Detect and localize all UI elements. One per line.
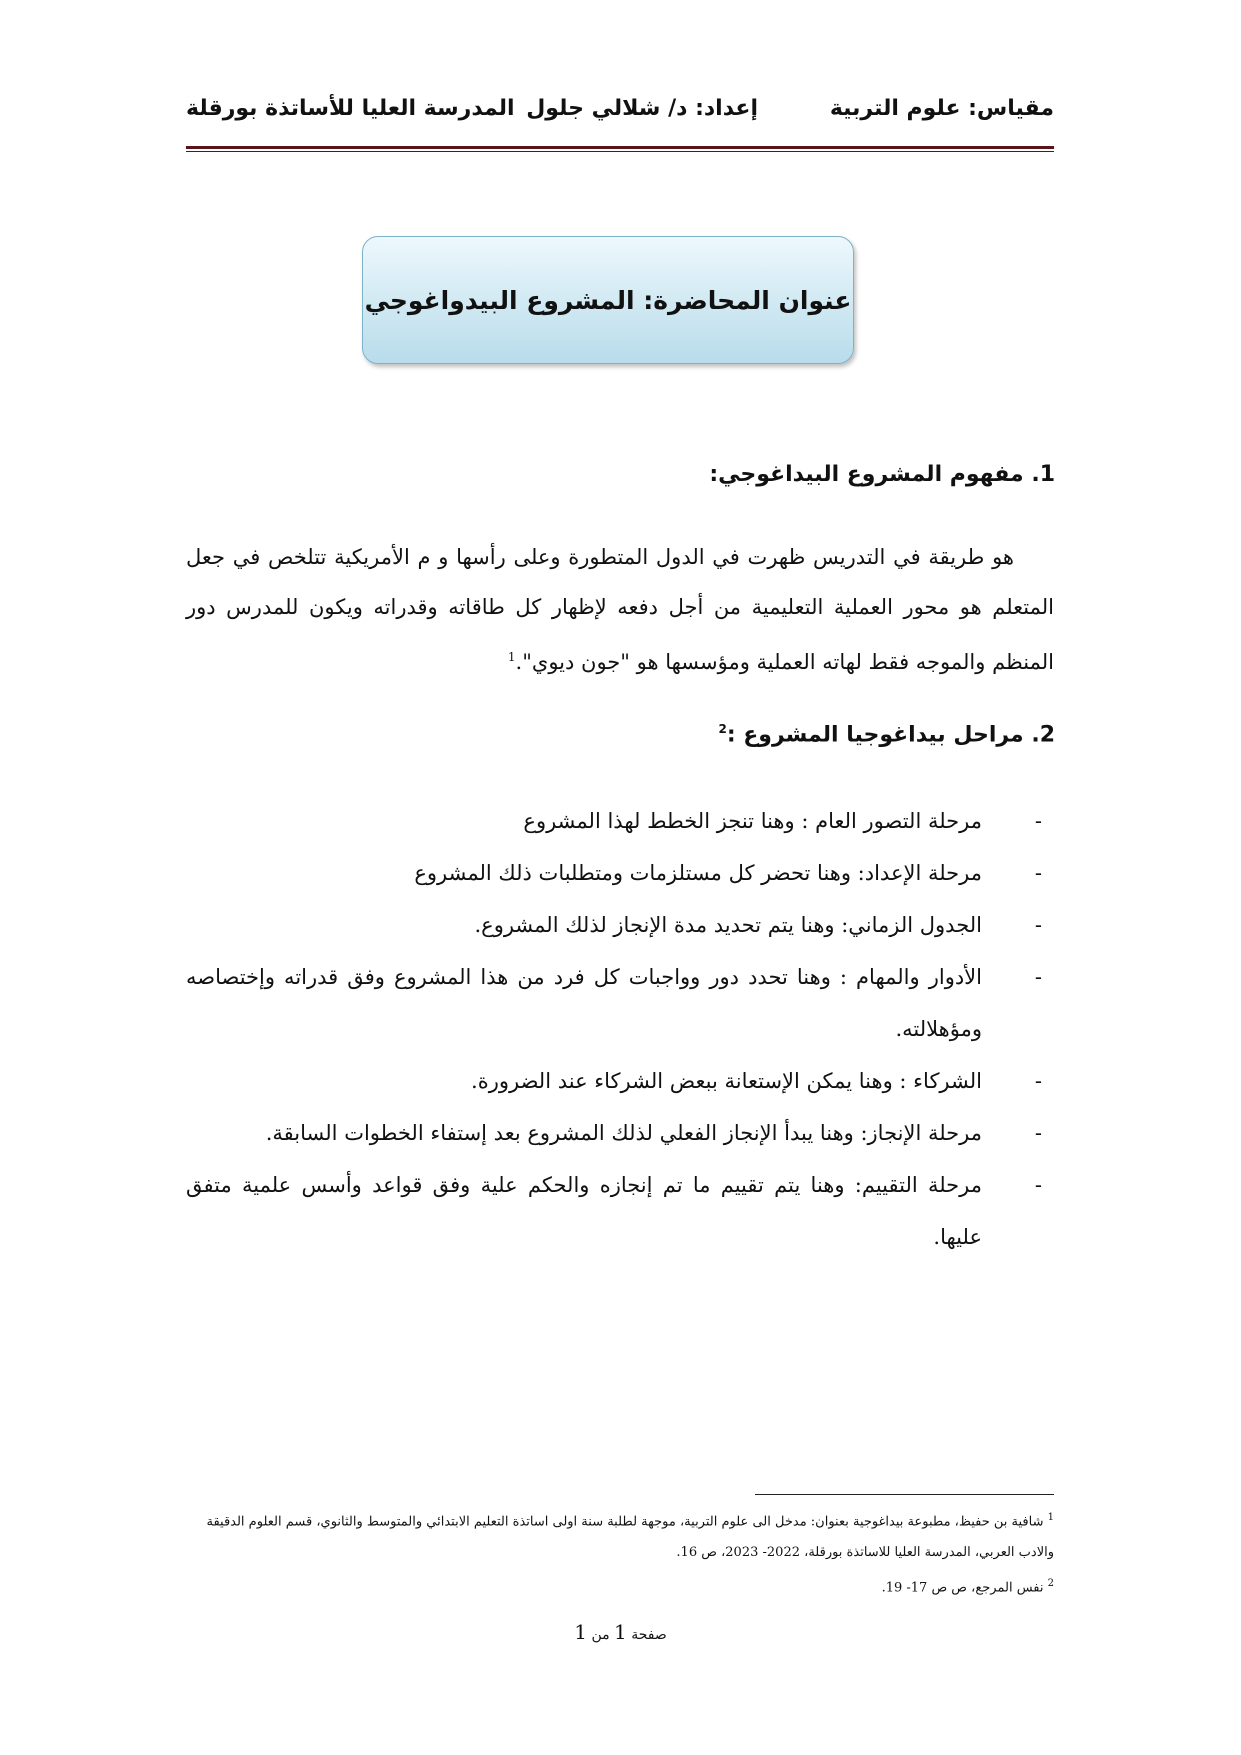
- list-item: - مرحلة الإنجاز: وهنا يبدأ الإنجاز الفعلي لذلك المشروع بعد إستفاء الخطوات السابقة.: [265, 1121, 1042, 1145]
- header-course: مقياس: علوم التربية: [829, 96, 1054, 121]
- footnote-ref-1: 1: [507, 650, 516, 664]
- footnote-text: شافية بن حفيظ، مطبوعة بيداغوجية بعنوان: مدخل الى علوم التربية، موجهة لطلبة سنة اولى اساتذة التعليم الابتدائي والمتوسط والثانوي، قسم العلوم الدقيقة والادب العربي، المدرسة العليا للاساتذة بورقلة، 2022- 2023، ص 16.: [206, 1514, 1054, 1561]
- list-item: - مرحلة التصور العام : وهنا تنجز الخطط لهذا المشروع: [523, 809, 1042, 833]
- lecture-title: عنوان المحاضرة: المشروع البيدواغوجي: [364, 285, 852, 315]
- header-rule-thick: [186, 146, 1054, 149]
- footnote-2: [186, 1568, 1054, 1603]
- header-rule-thin: [186, 151, 1054, 152]
- footnote-ref-2: 2: [718, 722, 727, 736]
- section-heading-2: [718, 722, 1055, 747]
- page-number-prefix: صفحة: [631, 1627, 667, 1643]
- list-item: - الجدول الزماني: وهنا يتم تحديد مدة الإنجاز لذلك المشروع.: [474, 913, 1042, 937]
- list-item-text: مرحلة الإنجاز: وهنا يبدأ الإنجاز الفعلي لذلك المشروع بعد إستفاء الخطوات السابقة.: [265, 1121, 982, 1145]
- list-item: - الأدوار والمهام : وهنا تحدد دور وواجبات كل فرد من هذا المشروع وفق قدراته وإختصاصه ومؤهلالته.: [186, 965, 1042, 1041]
- section-paragraph-1: [186, 532, 1054, 687]
- footnote-1: [186, 1502, 1054, 1568]
- list-item-text: الجدول الزماني: وهنا يتم تحديد مدة الإنجاز لذلك المشروع.: [474, 913, 982, 937]
- list-item-text: الشركاء : وهنا يمكن الإستعانة ببعض الشركاء عند الضرورة.: [471, 1069, 982, 1093]
- paragraph-text: هو طريقة في التدريس ظهرت في الدول المتطورة وعلى رأسها و م الأمريكية تتلخص في جعل المتعلم هو محور العملية التعليمية من أجل دفعه لإظهار كل طاقاته وقدراته ويكون للمدرس دور المنظم والموجه فقط لهاته العملية ومؤسسها هو "جون ديوي".: [186, 545, 1054, 674]
- page-header: [186, 90, 1054, 130]
- list-item: - مرحلة التقييم: وهنا يتم تقييم ما تم إنجازه والحكم علية وفق قواعد وأسس علمية متفق عليها.: [186, 1173, 1042, 1249]
- list-item-text: مرحلة الإعداد: وهنا تحضر كل مستلزمات ومتطلبات ذلك المشروع: [414, 861, 982, 885]
- footnote-number: 2: [1047, 1578, 1054, 1590]
- section-heading-2-text: 2. مراحل بيداغوجيا المشروع :: [726, 722, 1055, 748]
- page-number-total: 1: [574, 1620, 587, 1644]
- list-item-text: مرحلة التقييم: وهنا يتم تقييم ما تم إنجازه والحكم علية وفق قواعد وأسس علمية متفق عليها.: [186, 1173, 982, 1249]
- list-item-text: الأدوار والمهام : وهنا تحدد دور وواجبات كل فرد من هذا المشروع وفق قدراته وإختصاصه ومؤهلالته.: [186, 965, 982, 1041]
- list-item-text: مرحلة التصور العام : وهنا تنجز الخطط لهذا المشروع: [523, 809, 982, 833]
- footnote-text: نفس المرجع، ص ص 17- 19.: [881, 1580, 1044, 1596]
- page-number-middle: من: [591, 1627, 610, 1643]
- list-item: - مرحلة الإعداد: وهنا تحضر كل مستلزمات ومتطلبات ذلك المشروع: [414, 861, 1042, 885]
- header-institution: المدرسة العليا للأساتذة بورقلة: [186, 96, 515, 121]
- list-item: - الشركاء : وهنا يمكن الإستعانة ببعض الشركاء عند الضرورة.: [471, 1069, 1042, 1093]
- footnote-separator: [755, 1494, 1054, 1495]
- lecture-title-box: [362, 236, 854, 364]
- footnotes: [186, 1502, 1054, 1604]
- page-number-current: 1: [614, 1620, 627, 1644]
- footnote-number: 1: [1047, 1512, 1054, 1523]
- header-author: إعداد: د/ شلالي جلول: [526, 96, 758, 121]
- section-heading-1: 1. مفهوم المشروع البيداغوجي:: [709, 462, 1055, 487]
- stages-list: [186, 795, 1054, 1263]
- page-number: [0, 1620, 1241, 1644]
